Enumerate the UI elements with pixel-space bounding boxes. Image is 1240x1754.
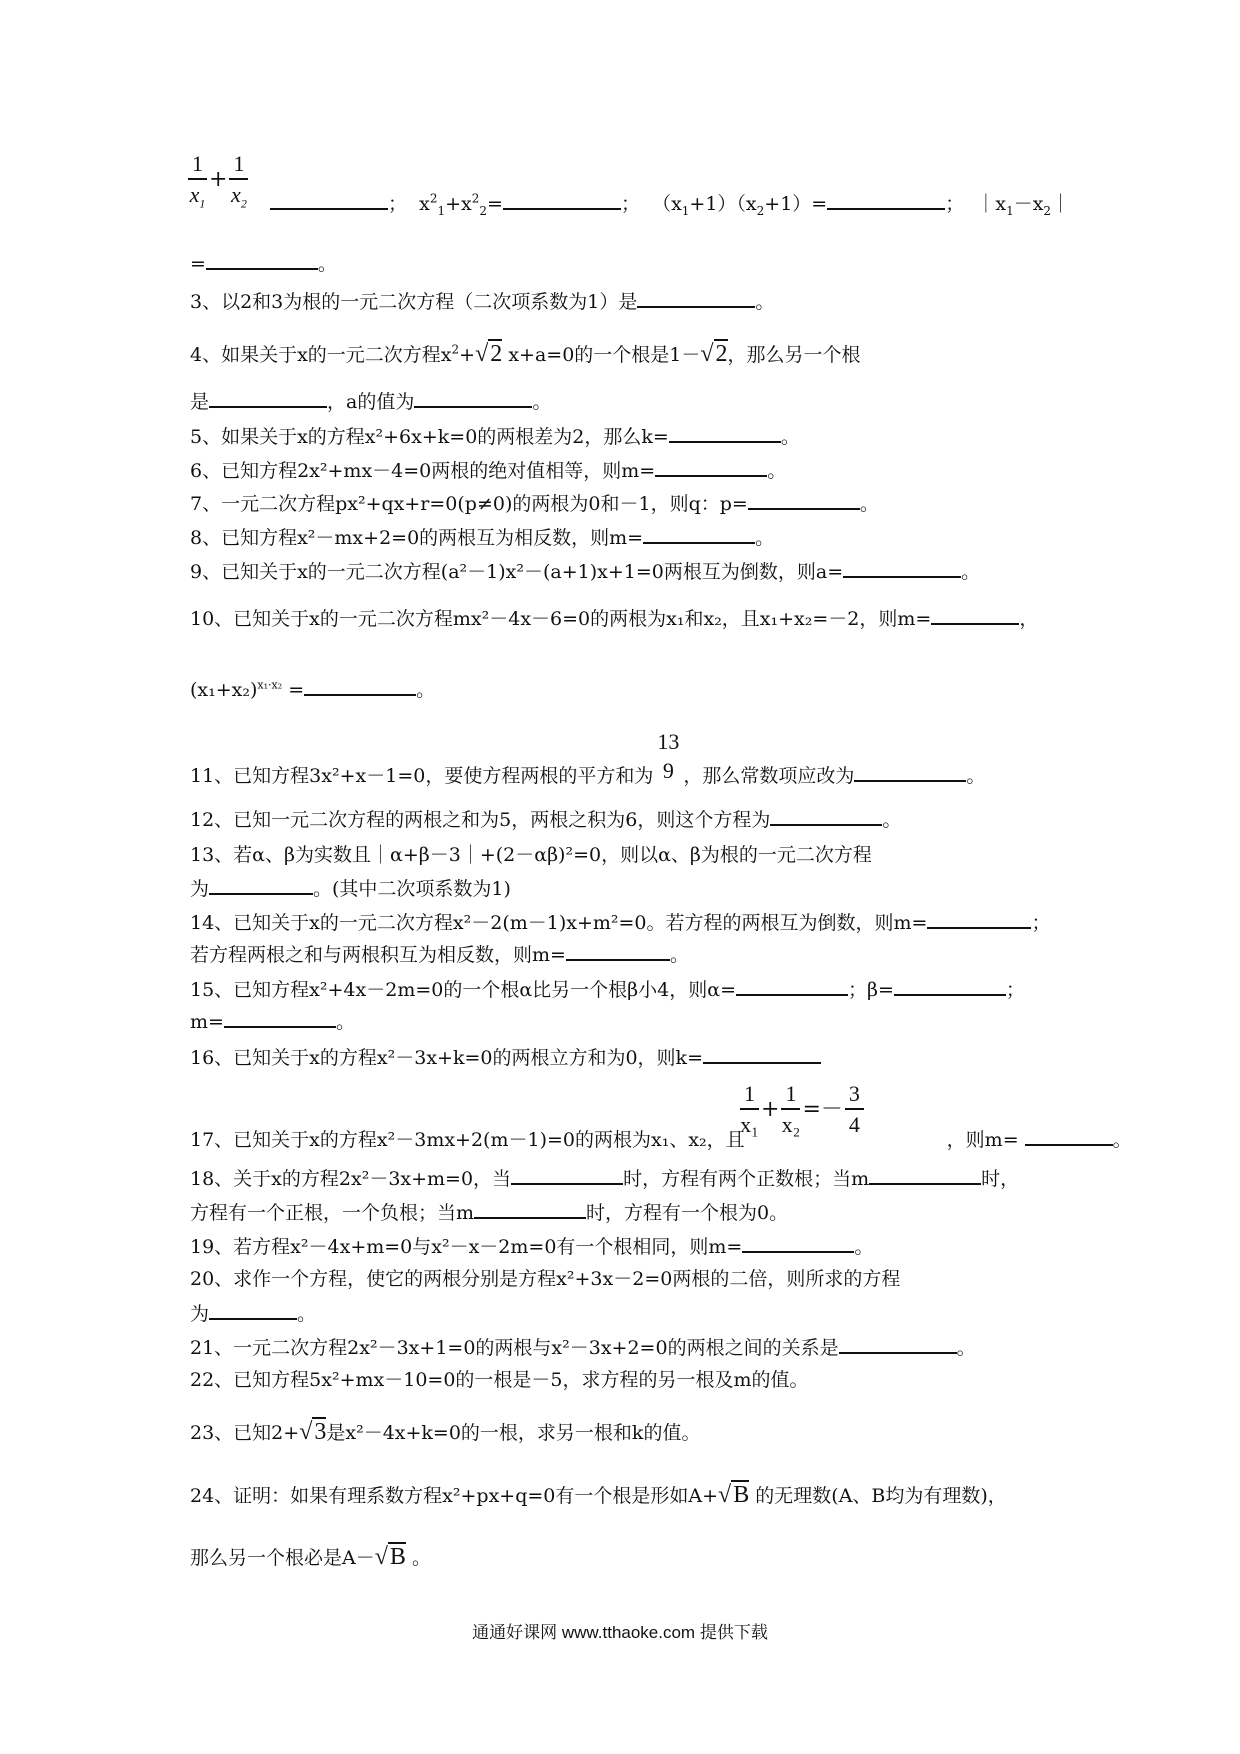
answer-blank[interactable] — [503, 190, 621, 210]
sqrt-3: √3 — [299, 1419, 327, 1445]
q14-line-2: 若方程两根之和与两根积互为相反数，则m= 。 — [190, 941, 689, 967]
q5-line: 5、如果关于x的方程x²+6x+k=0的两根差为2，那么k= 。 — [190, 423, 800, 449]
q3-line: 3、以2和3为根的一元二次方程（二次项系数为1）是 。 — [190, 288, 774, 314]
q17-line: 17、已知关于x的方程x²－3mx+2(m－1)=0的两根为x₁、x₂，且 ，则m= 。 — [190, 1126, 1132, 1152]
answer-blank[interactable] — [703, 1044, 821, 1064]
q13-line-2: 为 。(其中二次项系数为1) — [190, 875, 511, 901]
q11-fraction: 13 9 — [657, 729, 680, 783]
answer-blank[interactable] — [474, 1199, 586, 1219]
answer-blank[interactable] — [839, 1334, 957, 1354]
q24-line: 24、证明：如果有理系数方程x²+px+q=0有一个根是形如A+√B 的无理数(A、B均为有理数)， — [190, 1482, 1007, 1508]
q17-fraction-2: $\frac{1}{\text{x₂}}$ — [781, 1081, 801, 1137]
answer-blank[interactable] — [511, 1165, 623, 1185]
answer-blank[interactable] — [736, 976, 848, 996]
q14-line: 14、已知关于x的一元二次方程x²－2(m－1)x+m²=0。若方程的两根互为倒数，则m= ； — [190, 909, 1050, 935]
answer-blank[interactable] — [927, 909, 1031, 929]
answer-blank[interactable] — [637, 288, 755, 308]
q19-line: 19、若方程x²－4x+m=0与x²－x－2m=0有一个根相同，则m= 。 — [190, 1233, 873, 1259]
answer-blank[interactable] — [566, 941, 670, 961]
footer-source: 通通好课网 www.tthaoke.com 提供下载 — [472, 1623, 768, 1642]
answer-blank[interactable] — [209, 875, 313, 895]
q23-line: 23、已知2+√3是x²－4x+k=0的一根，求另一根和k的值。 — [190, 1419, 701, 1445]
q20-line-2: 为 。 — [190, 1300, 316, 1326]
sqrt-2: √2 — [475, 341, 503, 367]
answer-blank[interactable] — [206, 250, 318, 270]
q4-line-2: 是 ，a的值为 。 — [190, 388, 551, 414]
q16-line: 16、已知关于x的方程x²－3x+k=0的两根立方和为0，则k= — [190, 1044, 821, 1070]
q22-line: 22、已知方程5x²+mx－10=0的一根是－5，求方程的另一根及m的值。 — [190, 1369, 809, 1391]
answer-blank[interactable] — [1025, 1126, 1113, 1146]
answer-blank[interactable] — [770, 806, 882, 826]
q18-line-2: 方程有一个正根，一个负根；当m 时，方程有一个根为0。 — [190, 1199, 788, 1225]
answer-blank[interactable] — [854, 762, 966, 782]
answer-blank[interactable] — [655, 457, 767, 477]
q20-line: 20、求作一个方程，使它的两根分别是方程x²+3x－2=0两根的二倍，则所求的方程 — [190, 1268, 901, 1290]
q6-line: 6、已知方程2x²+mx－4=0两根的绝对值相等，则m= 。 — [190, 457, 786, 483]
q2-fraction-2: $\frac{1}{x_2}$ — [231, 151, 247, 211]
q11-line: 11、已知方程3x²+x－1=0，要使方程两根的平方和为 13 9 ，那么常数项应改为 。 — [190, 729, 986, 787]
answer-blank[interactable] — [748, 490, 860, 510]
q13-line: 13、若α、β为实数且｜α+β－3｜+(2－αβ)²=0，则以α、β为根的一元二次方程 — [190, 844, 872, 866]
q15-line: 15、已知方程x²+4x－2m=0的一个根α比另一个根β小4，则α= ；β= ； — [190, 976, 1025, 1002]
q7-line: 7、一元二次方程px²+qx+r=0(p≠0)的两根为0和－1，则q：p= 。 — [190, 490, 879, 516]
q10-line: 10、已知关于x的一元二次方程mx²－4x－6=0的两根为x₁和x₂，且x₁+x₂=－2，则m= ， — [190, 605, 1038, 631]
answer-blank[interactable] — [894, 976, 1006, 996]
q12-line: 12、已知一元二次方程的两根之和为5，两根之积为6，则这个方程为 。 — [190, 806, 901, 832]
q8-line: 8、已知方程x²－mx+2=0的两根互为相反数，则m= 。 — [190, 524, 774, 550]
q4-line: 4、如果关于x的一元二次方程$x^2+√2$ x+a=0的一个根是1－√2，那么另一个根 — [190, 341, 861, 367]
sqrt-b: √B — [374, 1544, 406, 1570]
answer-blank[interactable] — [669, 423, 781, 443]
q18-line: 18、关于x的方程2x²－3x+m=0，当 时，方程有两个正数根；当m 时， — [190, 1165, 1019, 1191]
answer-blank[interactable] — [209, 1300, 297, 1320]
q17-fractions: $\frac{1}{\text{x₁}}$ + $\frac{1}{\text{x₂}}$ =－ $\frac{3}{4}$ — [740, 1080, 864, 1140]
answer-blank[interactable] — [270, 190, 388, 210]
answer-blank[interactable] — [414, 388, 532, 408]
q24-line-2: 那么另一个根必是A－√B 。 — [190, 1544, 431, 1570]
q17-fraction-1: $\frac{1}{\text{x₁}}$ — [740, 1081, 759, 1137]
answer-blank[interactable] — [827, 190, 945, 210]
sqrt-b: √B — [718, 1482, 750, 1508]
q2-answers: ； $x^2_1+x^2_2=$ ； $(x_1+1)(x_2+1)=$ ； $|x_1-x_2|$ — [270, 190, 1070, 216]
q21-line: 21、一元二次方程2x²－3x+1=0的两根与x²－3x+2=0的两根之间的关系是 。 — [190, 1334, 976, 1360]
q2-fraction-1: $\frac{1}{x_1}$ — [189, 151, 206, 211]
answer-blank[interactable] — [931, 605, 1019, 625]
answer-blank[interactable] — [304, 676, 416, 696]
sqrt-2: √2 — [700, 341, 728, 367]
q2-line: $\frac{1}{x_1}$ + $\frac{1}{x_2}$ — [189, 151, 247, 211]
q9-line: 9、已知关于x的一元二次方程(a²－1)x²－(a+1)x+1=0两根互为倒数，则a= 。 — [190, 558, 980, 584]
answer-blank[interactable] — [643, 524, 755, 544]
answer-blank[interactable] — [742, 1233, 854, 1253]
q2-continued: = 。 — [190, 250, 337, 276]
answer-blank[interactable] — [224, 1008, 336, 1028]
answer-blank[interactable] — [843, 558, 961, 578]
q15-line-2: m= 。 — [190, 1008, 355, 1034]
answer-blank[interactable] — [209, 388, 327, 408]
q17-fraction-3: $\frac{3}{4}$ — [845, 1080, 864, 1140]
answer-blank[interactable] — [869, 1165, 981, 1185]
q10-line-2: $(x_1+x_2)^{x_1\cdot x_2}$ = 。 — [190, 676, 435, 702]
